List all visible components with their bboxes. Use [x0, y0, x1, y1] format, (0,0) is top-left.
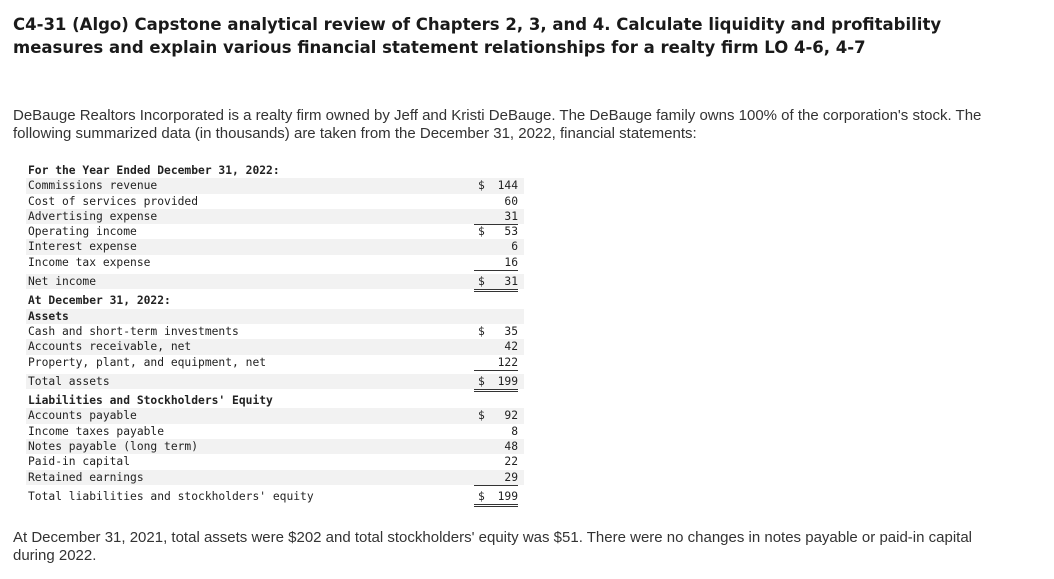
liabilities-header-row	[26, 393, 524, 408]
notes-payable-amount	[474, 439, 518, 454]
currency-symbol: $	[478, 324, 485, 338]
income-tax-expense-row	[26, 255, 524, 270]
income-taxes-payable-amount	[474, 424, 518, 439]
operating-income-value: 53	[504, 225, 518, 239]
accounts-payable-value: 92	[504, 409, 518, 423]
income-taxes-payable-label: Income taxes payable	[28, 424, 165, 438]
total-assets-value: 199	[497, 374, 518, 388]
commissions-revenue-value: 144	[497, 179, 518, 193]
accounts-receivable-row	[26, 339, 524, 354]
accounts-receivable-amount	[474, 339, 518, 354]
ppe-row	[26, 355, 524, 370]
currency-symbol: $	[478, 409, 485, 423]
notes-payable-row	[26, 439, 524, 454]
advertising-expense-label: Advertising expense	[28, 209, 158, 223]
advertising-expense-amount	[474, 209, 518, 225]
problem-title: C4-31 (Algo) Capstone analytical review of Chapters 2, 3, and 4. Calculate liquidity and profitability measures and explain various financial statement relationships for a realty firm LO 4-6, 4-7	[13, 15, 942, 57]
ppe-amount	[474, 355, 518, 371]
retained-earnings-row	[26, 470, 524, 485]
income-taxes-payable-row	[26, 424, 524, 439]
net-income-label: Net income	[28, 275, 97, 289]
operating-income-label: Operating income	[28, 225, 137, 239]
cash-row	[26, 324, 524, 339]
income-statement-header: For the Year Ended December 31, 2022:	[28, 164, 280, 177]
assets-header: Assets	[28, 309, 69, 323]
notes-payable-label: Notes payable (long term)	[28, 440, 199, 454]
income-taxes-payable-value: 8	[511, 424, 518, 438]
balance-sheet-header-row	[26, 293, 524, 308]
income-statement-header-row	[26, 163, 524, 178]
notes-payable-value: 48	[504, 440, 518, 454]
currency-symbol: $	[478, 489, 485, 503]
interest-expense-value: 6	[511, 240, 518, 254]
assets-header-row	[26, 309, 524, 324]
total-assets-amount	[474, 374, 518, 392]
net-income-value: 31	[504, 275, 518, 289]
cash-value: 35	[504, 324, 518, 338]
commissions-revenue-amount	[474, 178, 518, 193]
retained-earnings-value: 29	[504, 470, 518, 484]
footer-paragraph: At December 31, 2021, total assets were $202 and total stockholders' equity was $51. There were no changes in notes payable or paid-in capital during 2022.	[13, 529, 972, 564]
net-income-row	[26, 274, 524, 289]
currency-symbol: $	[478, 179, 485, 193]
total-liabilities-equity-row	[26, 489, 524, 504]
paid-in-capital-label: Paid-in capital	[28, 455, 131, 469]
advertising-expense-value: 31	[504, 209, 518, 223]
operating-income-row	[26, 224, 524, 239]
advertising-expense-row	[26, 209, 524, 224]
net-income-amount	[474, 274, 518, 292]
total-liabilities-equity-amount	[474, 489, 518, 507]
cost-of-services-value: 60	[504, 194, 518, 208]
paid-in-capital-row	[26, 454, 524, 469]
cash-label: Cash and short-term investments	[28, 324, 239, 338]
paid-in-capital-amount	[474, 454, 518, 469]
currency-symbol: $	[478, 225, 485, 239]
cost-of-services-label: Cost of services provided	[28, 194, 199, 208]
commissions-revenue-row	[26, 178, 524, 193]
commissions-revenue-label: Commissions revenue	[28, 179, 158, 193]
paid-in-capital-value: 22	[504, 455, 518, 469]
cost-of-services-row	[26, 194, 524, 209]
accounts-receivable-value: 42	[504, 340, 518, 354]
ppe-value: 122	[497, 355, 518, 369]
income-tax-expense-label: Income tax expense	[28, 255, 151, 269]
currency-symbol: $	[478, 275, 485, 289]
income-tax-expense-value: 16	[504, 255, 518, 269]
accounts-payable-label: Accounts payable	[28, 409, 137, 423]
accounts-payable-row	[26, 408, 524, 423]
operating-income-amount	[474, 224, 518, 239]
interest-expense-row	[26, 239, 524, 254]
balance-sheet-header: At December 31, 2022:	[28, 294, 171, 308]
retained-earnings-amount	[474, 470, 518, 486]
accounts-receivable-label: Accounts receivable, net	[28, 340, 192, 354]
total-assets-row	[26, 374, 524, 389]
interest-expense-amount	[474, 239, 518, 254]
financial-statement-table	[26, 163, 524, 504]
total-assets-label: Total assets	[28, 374, 110, 388]
currency-symbol: $	[478, 374, 485, 388]
ppe-label: Property, plant, and equipment, net	[28, 355, 267, 369]
cost-of-services-amount	[474, 194, 518, 209]
interest-expense-label: Interest expense	[28, 240, 137, 254]
retained-earnings-label: Retained earnings	[28, 470, 144, 484]
accounts-payable-amount	[474, 408, 518, 423]
intro-paragraph: DeBauge Realtors Incorporated is a realty firm owned by Jeff and Kristi DeBauge. The DeBauge family owns 100% of the corporation's stock. The following summarized data (in thousands) are taken from the December 31, 2022, financial statements:	[13, 107, 982, 142]
total-liabilities-equity-label: Total liabilities and stockholders' equity	[28, 489, 314, 503]
total-liabilities-equity-value: 199	[497, 489, 518, 503]
liabilities-header: Liabilities and Stockholders' Equity	[28, 394, 273, 408]
income-tax-expense-amount	[474, 255, 518, 271]
cash-amount	[474, 324, 518, 339]
